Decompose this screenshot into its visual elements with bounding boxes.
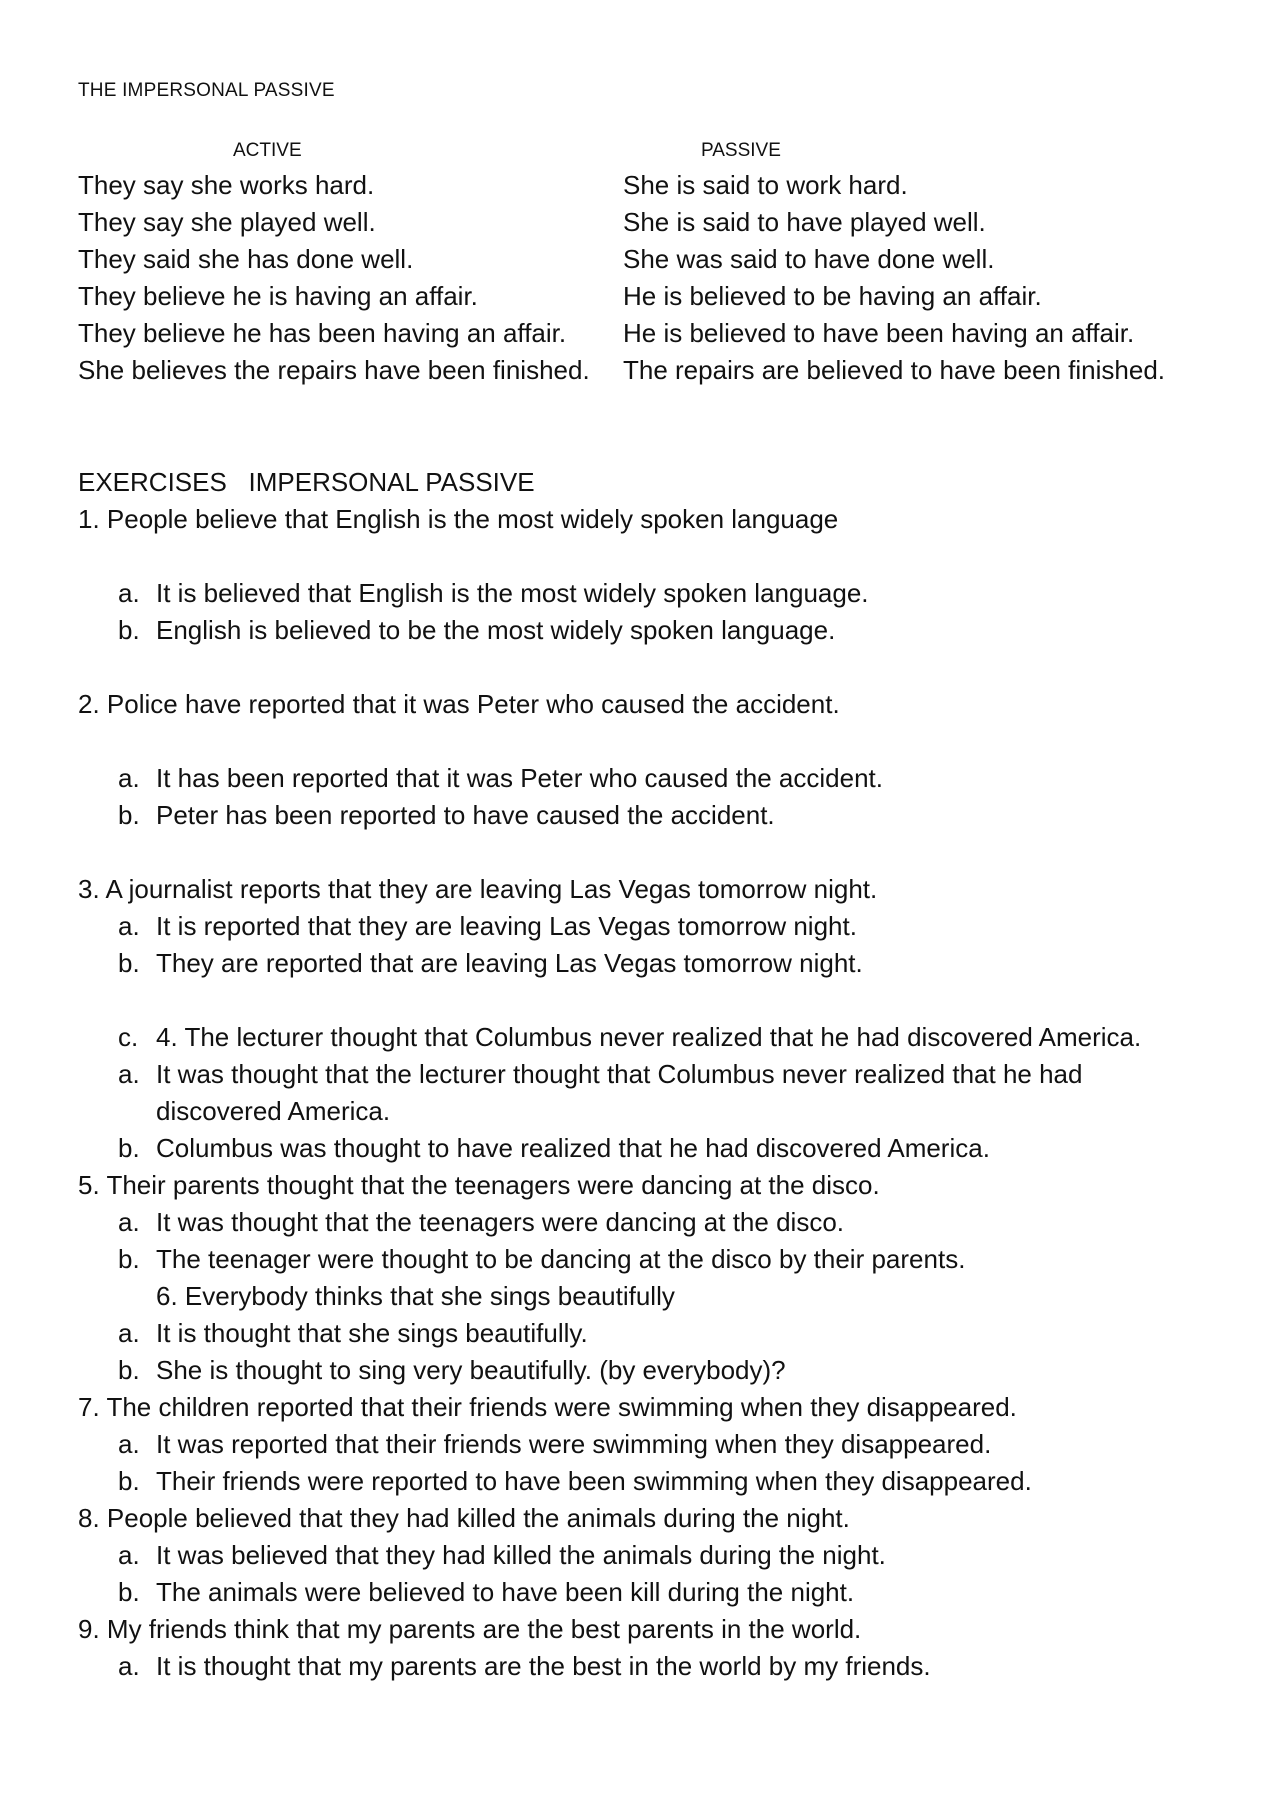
passive-sentence: She is said to have played well. bbox=[623, 207, 986, 237]
passive-sentence: He is believed to have been having an affair. bbox=[623, 318, 1135, 348]
answer-option bbox=[78, 1019, 1208, 1056]
answer-option bbox=[78, 1315, 1208, 1352]
option-letter: a. bbox=[118, 763, 140, 793]
answer-text: The animals were believed to have been kill during the night. bbox=[156, 1577, 855, 1607]
answer-option bbox=[78, 1130, 1208, 1167]
option-letter: a. bbox=[118, 1540, 140, 1570]
option-letter: b. bbox=[118, 1133, 140, 1163]
active-sentence: They believe he has been having an affair. bbox=[78, 318, 567, 348]
spacer bbox=[78, 649, 1208, 686]
active-sentence: She believes the repairs have been finished. bbox=[78, 355, 590, 385]
active-column-heading: ACTIVE bbox=[233, 140, 302, 161]
answer-option bbox=[78, 575, 1208, 612]
answer-text: English is believed to be the most widely spoken language. bbox=[156, 615, 836, 645]
answer-option bbox=[78, 1204, 1208, 1241]
document-title: THE IMPERSONAL PASSIVE bbox=[78, 80, 335, 101]
answer-option bbox=[78, 1056, 1208, 1130]
exercise-question: 9. My friends think that my parents are the best parents in the world. bbox=[78, 1614, 862, 1644]
answer-option bbox=[78, 1241, 1208, 1278]
active-sentence: They say she works hard. bbox=[78, 170, 375, 200]
answer-option bbox=[78, 908, 1208, 945]
option-letter: a. bbox=[118, 1429, 140, 1459]
exercises-section bbox=[78, 464, 1208, 1685]
answer-text: It was reported that their friends were swimming when they disappeared. bbox=[156, 1429, 992, 1459]
answer-text: Peter has been reported to have caused the accident. bbox=[156, 800, 775, 830]
active-sentence: They said she has done well. bbox=[78, 244, 414, 274]
answer-option bbox=[78, 797, 1208, 834]
answer-text: She is thought to sing very beautifully. (by everybody)? bbox=[156, 1355, 786, 1385]
option-letter: b. bbox=[118, 1355, 140, 1385]
passive-sentence: She is said to work hard. bbox=[623, 170, 908, 200]
answer-text: It was thought that the lecturer thought that Columbus never realized that he had discovered America. bbox=[156, 1059, 1083, 1126]
answer-option bbox=[78, 1537, 1208, 1574]
answer-option bbox=[78, 760, 1208, 797]
exercise-question: 4. The lecturer thought that Columbus never realized that he had discovered America. bbox=[156, 1022, 1142, 1052]
exercise-question: 6. Everybody thinks that she sings beautifully bbox=[156, 1281, 675, 1311]
answer-option bbox=[78, 1463, 1208, 1500]
option-letter: b. bbox=[118, 948, 140, 978]
exercise-question: 1. People believe that English is the most widely spoken language bbox=[78, 504, 839, 534]
passive-sentence: He is believed to be having an affair. bbox=[623, 281, 1042, 311]
option-letter: a. bbox=[118, 1651, 140, 1681]
option-letter: b. bbox=[118, 800, 140, 830]
option-letter: b. bbox=[118, 1244, 140, 1274]
answer-text: The teenager were thought to be dancing at the disco by their parents. bbox=[156, 1244, 966, 1274]
option-letter: b. bbox=[118, 615, 140, 645]
exercise-question: 3. A journalist reports that they are leaving Las Vegas tomorrow night. bbox=[78, 874, 878, 904]
option-letter: c. bbox=[118, 1022, 139, 1052]
exercises-heading: EXERCISES IMPERSONAL PASSIVE bbox=[78, 467, 535, 497]
answer-option bbox=[78, 1426, 1208, 1463]
answer-text: Their friends were reported to have been swimming when they disappeared. bbox=[156, 1466, 1032, 1496]
answer-text: It has been reported that it was Peter who caused the accident. bbox=[156, 763, 883, 793]
answer-option bbox=[78, 1574, 1208, 1611]
active-sentence: They believe he is having an affair. bbox=[78, 281, 478, 311]
answer-text: It is thought that my parents are the best in the world by my friends. bbox=[156, 1651, 931, 1681]
answer-option bbox=[78, 1648, 1208, 1685]
option-letter: a. bbox=[118, 1059, 140, 1089]
exercise-question: 7. The children reported that their friends were swimming when they disappeared. bbox=[78, 1392, 1017, 1422]
option-letter: a. bbox=[118, 1207, 140, 1237]
option-letter: a. bbox=[118, 911, 140, 941]
exercise-question: 8. People believed that they had killed the animals during the night. bbox=[78, 1503, 850, 1533]
answer-option bbox=[78, 945, 1208, 982]
exercise-question: 2. Police have reported that it was Peter who caused the accident. bbox=[78, 689, 840, 719]
exercise-question: 5. Their parents thought that the teenagers were dancing at the disco. bbox=[78, 1170, 880, 1200]
answer-option bbox=[78, 612, 1208, 649]
spacer bbox=[78, 982, 1208, 1019]
spacer bbox=[78, 834, 1208, 871]
answer-text: It was thought that the teenagers were dancing at the disco. bbox=[156, 1207, 844, 1237]
option-letter: b. bbox=[118, 1577, 140, 1607]
passive-sentence: She was said to have done well. bbox=[623, 244, 995, 274]
answer-text: They are reported that are leaving Las Vegas tomorrow night. bbox=[156, 948, 863, 978]
answer-text: It is believed that English is the most widely spoken language. bbox=[156, 578, 869, 608]
answer-text: It is thought that she sings beautifully. bbox=[156, 1318, 588, 1348]
spacer bbox=[78, 538, 1208, 575]
active-sentence: They say she played well. bbox=[78, 207, 376, 237]
option-letter: a. bbox=[118, 578, 140, 608]
passive-column-heading: PASSIVE bbox=[701, 140, 781, 161]
answer-option bbox=[78, 1352, 1208, 1389]
answer-text: Columbus was thought to have realized that he had discovered America. bbox=[156, 1133, 990, 1163]
passive-sentence: The repairs are believed to have been finished. bbox=[623, 355, 1166, 385]
option-letter: b. bbox=[118, 1466, 140, 1496]
option-letter: a. bbox=[118, 1318, 140, 1348]
spacer bbox=[78, 723, 1208, 760]
answer-text: It was believed that they had killed the animals during the night. bbox=[156, 1540, 886, 1570]
answer-text: It is reported that they are leaving Las Vegas tomorrow night. bbox=[156, 911, 857, 941]
